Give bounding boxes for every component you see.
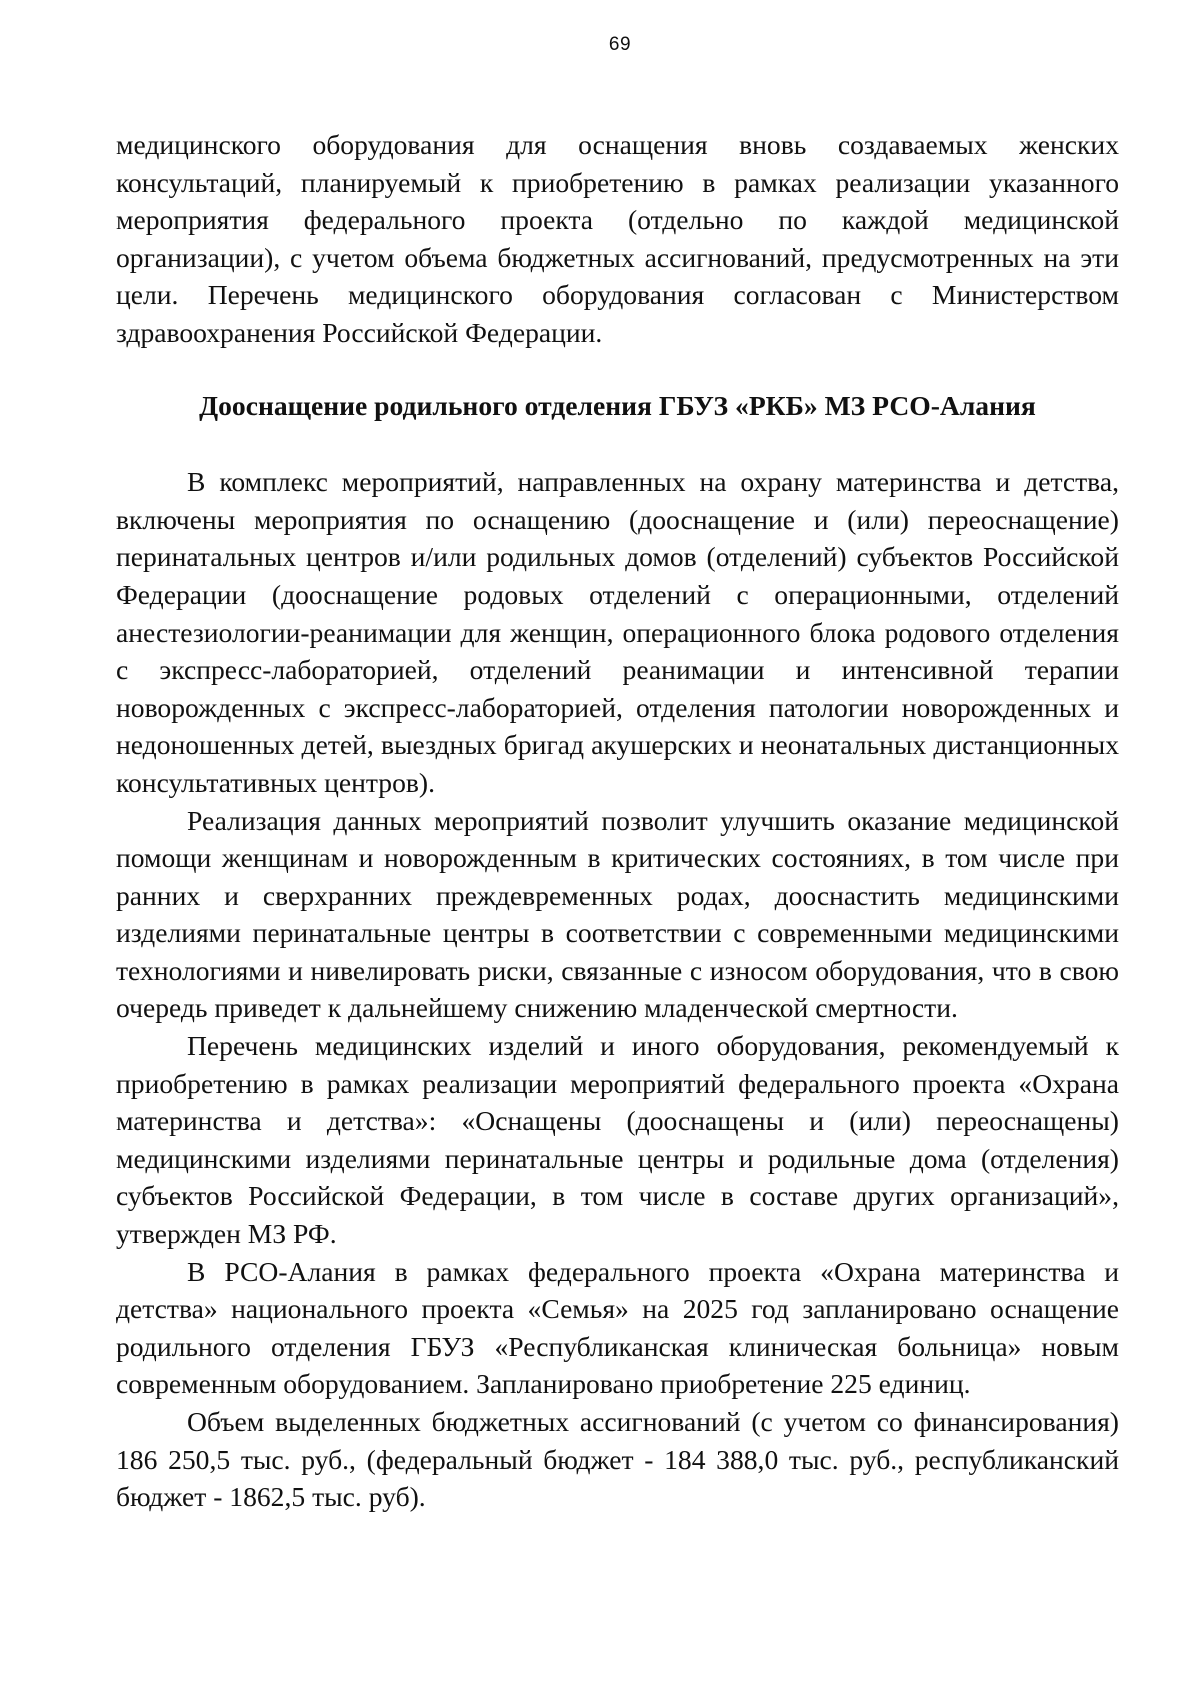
document-body	[116, 126, 1119, 1516]
paragraph-rso-alania: В РСО-Алания в рамках федерального проекта «Охрана материнства и детства» национального проекта «Семья» на 2025 год запланировано оснащение родильного отделения ГБУЗ «Республиканская клиническая больница» новым современным оборудованием. Запланировано приобретение 225 единиц.	[116, 1255, 1119, 1400]
paragraph-budget: Объем выделенных бюджетных ассигнований (с учетом со финансирования) 186 250,5 тыс. руб., (федеральный бюджет - 184 388,0 тыс. руб., республиканский бюджет - 1862,5 тыс. руб).	[116, 1406, 1119, 1513]
intro-paragraph: медицинского оборудования для оснащения вновь создаваемых женских консультаций, планируемый к приобретению в рамках реализации указанного мероприятия федерального проекта (отдельно по каждой медицинской организации), с учетом объема бюджетных ассигнований, предусмотренных на эти цели. Перечень медицинского оборудования согласован с Министерством здравоохранения Российской Федерации.	[116, 129, 1119, 348]
page-number: 69	[608, 34, 632, 55]
paragraph-implementation: Реализация данных мероприятий позволит улучшить оказание медицинской помощи женщинам и новорожденным в критических состояниях, в том числе при ранних и сверхранних преждевременных родах, дооснастить медицинскими изделиями перинатальные центры в соответствии с современными медицинскими технологиями и нивелировать риски, связанные с износом оборудования, что в свою очередь приведет к дальнейшему снижению младенческой смертности.	[116, 804, 1119, 1024]
paragraph-equipment-list: Перечень медицинских изделий и иного оборудования, рекомендуемый к приобретению в рамках реализации мероприятий федерального проекта «Охрана материнства и детства»: «Оснащены (дооснащены и (или) переоснащены) медицинскими изделиями перинатальные центры и родильные дома (отделения) субъектов Российской Федерации, в том числе в составе других организаций», утвержден МЗ РФ.	[116, 1030, 1119, 1250]
paragraph-measures: В комплекс мероприятий, направленных на охрану материнства и детства, включены мероприятия по оснащению (дооснащение и (или) переоснащение) перинатальных центров и/или родильных домов (отделений) субъектов Российской Федерации (дооснащение родовых отделений с операционными, отделений анестезиологии-реанимации для женщин, операционного блока родового отделения с экспресс-лабораторией, отделений реанимации и интенсивной терапии новорожденных с экспресс-лабораторией, отделения патологии новорожденных и недоношенных детей, выездных бригад акушерских и неонатальных дистанционных консультативных центров).	[116, 466, 1119, 798]
section-heading: Дооснащение родильного отделения ГБУЗ «РКБ» МЗ РСО-Алания	[199, 389, 1036, 421]
